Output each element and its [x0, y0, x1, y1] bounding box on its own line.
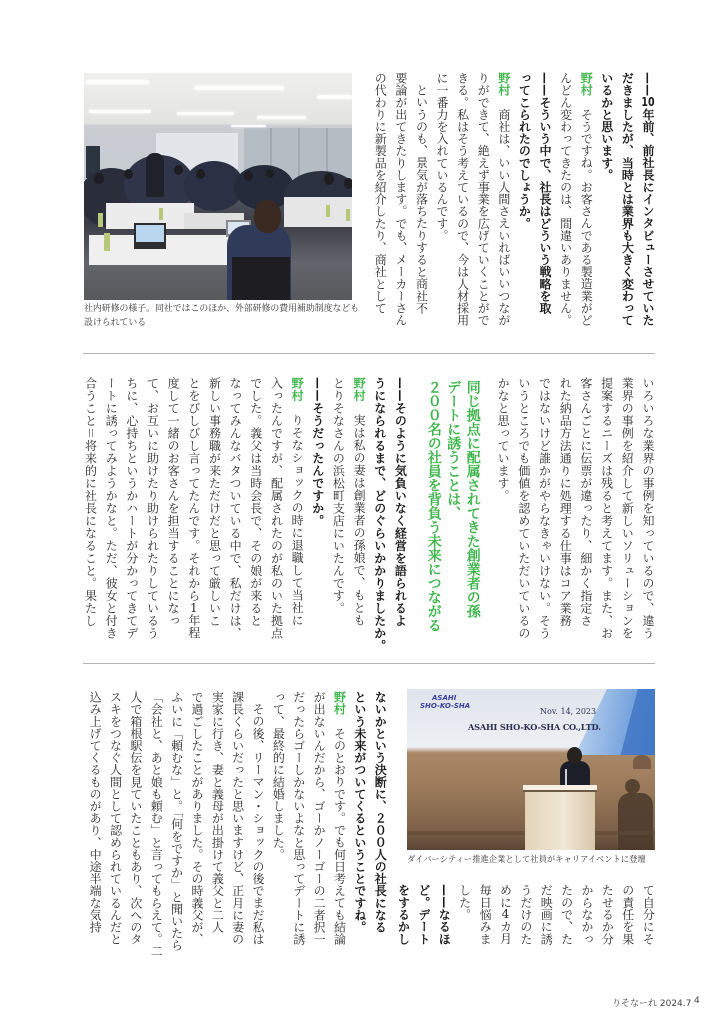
upright-digits: 10	[641, 96, 655, 109]
answer-text: 実は私の妻は創業者の孫娘で、もとも	[352, 414, 367, 627]
answer-line: うだけのた	[518, 884, 533, 945]
heading-line: デートに誘うことは、	[445, 380, 462, 520]
question-line: ってこられたのでしょうか。	[517, 72, 532, 230]
speaker-name: 野村	[496, 72, 511, 97]
answer-line: からなかっ	[580, 884, 595, 945]
speaker-name: 野村	[352, 377, 367, 402]
speaker-name: 野村	[290, 377, 305, 402]
photo-standing-person	[146, 153, 164, 197]
bottom-right-text-block	[393, 884, 658, 956]
answer-line: 毎日悩みま	[478, 884, 493, 945]
answer-line: ではないけど誰かがやらなきゃいけない。そう	[537, 377, 552, 640]
answer-line	[286, 377, 307, 645]
question-line: ——そのように気負いなく経営を語られるよ	[393, 377, 408, 627]
screen-company-name: ASAHI SHO-KO-SHA CO.,LTD.	[468, 722, 601, 732]
speaker-shadow	[625, 779, 640, 794]
answer-line: れた納品方法通りに処理する仕事はコア業務	[558, 377, 573, 627]
question-line: だきましたが、当時とは業界も大きく変わって	[620, 72, 635, 327]
question-line: ——そうだったんですか。	[310, 377, 325, 527]
question-line: をするかし	[396, 884, 411, 945]
answer-line: とをびしびし言ってたんです。それから1年程	[186, 377, 201, 639]
middle-right-text-block	[492, 377, 658, 645]
upright-digits: 4	[501, 908, 510, 921]
ceiling-light	[86, 80, 149, 84]
training-photo-caption: 社内研修の様子。同社ではこのほか、外部研修の費用補助制度なども設けられている	[84, 304, 360, 328]
ceiling-light	[231, 125, 266, 127]
answer-text: りそなショックの時に退職して当社に	[290, 414, 305, 627]
answer-line	[329, 691, 349, 953]
photo-head	[324, 173, 334, 185]
wall-shadow-head	[633, 755, 651, 769]
answer-line	[493, 72, 514, 334]
answer-line: だ映画に誘	[539, 884, 554, 945]
photo-table	[284, 197, 352, 227]
answer-line: ちに、心持ちというかハートが分かってきてデ	[124, 377, 139, 640]
answer-line: きる。私はそう考えているので、今は人材採用	[455, 72, 470, 327]
photo-bottle	[326, 205, 330, 217]
answer-line: でした。義父は当時会長で、その娘が来ると	[248, 377, 263, 627]
photo-laptop	[134, 223, 166, 249]
photo-head	[344, 178, 352, 189]
answer-line: 合うこと＝将来的に社長になること。果たし	[83, 377, 98, 628]
photo-head	[196, 169, 205, 179]
question-line: ど。デート	[416, 884, 431, 945]
section-divider	[83, 663, 655, 664]
answer-line: というのも、景気が落ちたりすると商社不	[414, 84, 429, 314]
answer-line: 込み上げてくるものがあり、中途半端な気持	[88, 691, 103, 933]
photo-head	[174, 165, 183, 175]
answer-line	[348, 377, 369, 645]
section-divider	[83, 353, 655, 354]
publication-issue: りそなーれ 2024.7	[612, 999, 692, 1009]
answer-line: て、お互いに助けたり助けられたりしているう	[145, 377, 160, 640]
answer-line: 入ったんですが、配属されたのが私のいた拠点	[269, 377, 284, 640]
answer-line: スキをつなぐ人間として認められているんだと	[108, 691, 123, 946]
answer-line: で過ごしたことがありました。その時義父が、	[189, 691, 204, 946]
upright-digits: 1	[189, 602, 198, 614]
answer-line: たので、た	[559, 884, 574, 945]
heading-line: ２００名の社員を背負う未来につながる	[425, 380, 442, 632]
answer-line: めに4カ月	[498, 884, 513, 945]
answer-line: 新しい事務職が来ただけだと思って厳しいこ	[207, 377, 222, 627]
answer-line: なってみんなバタついている中で、私だけは、	[228, 377, 243, 640]
photo-bottle	[159, 208, 163, 220]
page-number: 4	[694, 996, 700, 1006]
answer-line: 実家に行き、妻と義母が出掛けて義父と二人	[210, 691, 225, 933]
photo-head	[244, 171, 253, 181]
speaker-name: 野村	[579, 72, 594, 97]
answer-text: そうですね。お客さんである製造業がど	[579, 108, 594, 327]
answer-line: 「会社と、あと娘も頼む」と言ってもらえて。二	[149, 691, 164, 958]
screen-logo-line1: ASAHI	[432, 694, 457, 702]
question-line: ないかという決断に、２００人の社長になる	[373, 691, 388, 933]
training-photo	[84, 73, 352, 300]
ceiling-light	[89, 110, 151, 113]
ceiling-light	[194, 86, 284, 90]
photo-head	[94, 173, 104, 184]
answer-line: 要論が出てきたりします。でも、メーカーさん	[393, 72, 408, 327]
answer-line: 課長くらいだったと思いますけど、正月に妻の	[230, 691, 245, 946]
answer-line: とりそなさんの浜松町支店にいたんです。	[331, 377, 346, 615]
question-line: ——そういう中で、社長はどういう戦略を取	[538, 72, 553, 314]
photo-front-head	[254, 200, 281, 233]
podium	[525, 787, 595, 850]
answer-line	[576, 72, 597, 334]
laptop-screen	[136, 225, 164, 242]
question-line: ——なるほ	[437, 884, 452, 945]
speaker-person-head	[567, 747, 582, 764]
answer-line: ふいに「頼むな」と。「何をですか」と聞いたら	[169, 691, 184, 952]
photo-bottle	[346, 209, 350, 221]
photo-chair	[232, 257, 290, 300]
heading-line: 同じ拠点に配属されてきた創業者の孫	[464, 380, 481, 618]
top-text-block	[370, 72, 658, 334]
ceiling-light	[177, 112, 234, 115]
answer-line: たせるか分	[600, 884, 615, 945]
screen-logo-line2: SHO-KO-SHA	[420, 702, 471, 710]
answer-line: いうところでも価値を認めていただいているの	[516, 377, 531, 640]
photo-head	[266, 169, 274, 178]
photo-bottle	[104, 233, 110, 251]
answer-line: が出ないんだから、ゴーかノーゴーの二者択一	[312, 691, 327, 946]
answer-line: んどん変わってきたのは、間違いありません。	[558, 72, 573, 327]
answer-line: 提案するニーズは残ると考えてます。また、お	[599, 377, 614, 640]
speaker-name: 野村	[332, 691, 347, 716]
question-line: いるかと思います。	[599, 72, 614, 181]
ceiling-light	[257, 116, 306, 119]
answer-line: 人で箱根駅伝を見ていたこともあり、次へのタ	[128, 691, 143, 946]
career-event-photo-caption: ダイバーシティー推進企業として社員がキャリアイベントに登壇	[407, 854, 646, 864]
answer-line: だったらゴーしかないよなと思ってデートに誘	[291, 691, 306, 946]
ceiling-light	[317, 95, 352, 99]
middle-left-text-block	[80, 377, 411, 652]
answer-line: ートに誘ってみようかなと。ただ、彼女と付き	[104, 377, 119, 640]
question-line: という未来がついてくるということですね。	[352, 691, 367, 933]
photo-head	[124, 169, 133, 179]
answer-text: 商社は、いい人間さえいればいいつなが	[496, 108, 511, 327]
answer-line: て自分にそ	[641, 884, 656, 945]
question-line: ——10年前、前社長にインタビューさせていた	[640, 72, 655, 327]
question-line: うになられるまで、どのぐらいかかりましたか。	[372, 377, 387, 652]
section-heading	[423, 380, 482, 642]
answer-line: の責任を果	[620, 884, 635, 945]
answer-line: その後、リーマン・ショックの後でまだ私は	[251, 703, 266, 945]
answer-line: って、最終的に結婚しました。	[271, 691, 286, 861]
photo-bottle	[98, 213, 103, 227]
podium-top	[523, 785, 597, 792]
answer-line: 度して一緒のお客さんを担当することになっ	[166, 377, 181, 627]
answer-line: 客さんごとに伝票が違ったり、細かく指定さ	[578, 377, 593, 627]
screen-date: Nov. 14, 2023	[540, 707, 597, 716]
answer-line: りができて、絶えず事業を広げていくことがで	[476, 72, 491, 327]
answer-line: の代わりに新製品を紹介したり、商社として	[373, 72, 388, 314]
career-event-photo	[407, 689, 655, 850]
bottom-left-text-block	[85, 691, 390, 958]
answer-line: に一番力を入れているんです。	[435, 72, 450, 242]
answer-line: 業界の事例を紹介して新しいソリューションを	[620, 377, 635, 640]
answer-text: そのとおりです。でも何日考えても結論	[332, 727, 347, 946]
speaker-shadow	[618, 793, 653, 850]
answer-line: かなと思っています。	[496, 377, 511, 502]
answer-line: いろいろな業界の事例を知っているので、違う	[640, 377, 655, 640]
answer-line: した。	[457, 884, 472, 921]
